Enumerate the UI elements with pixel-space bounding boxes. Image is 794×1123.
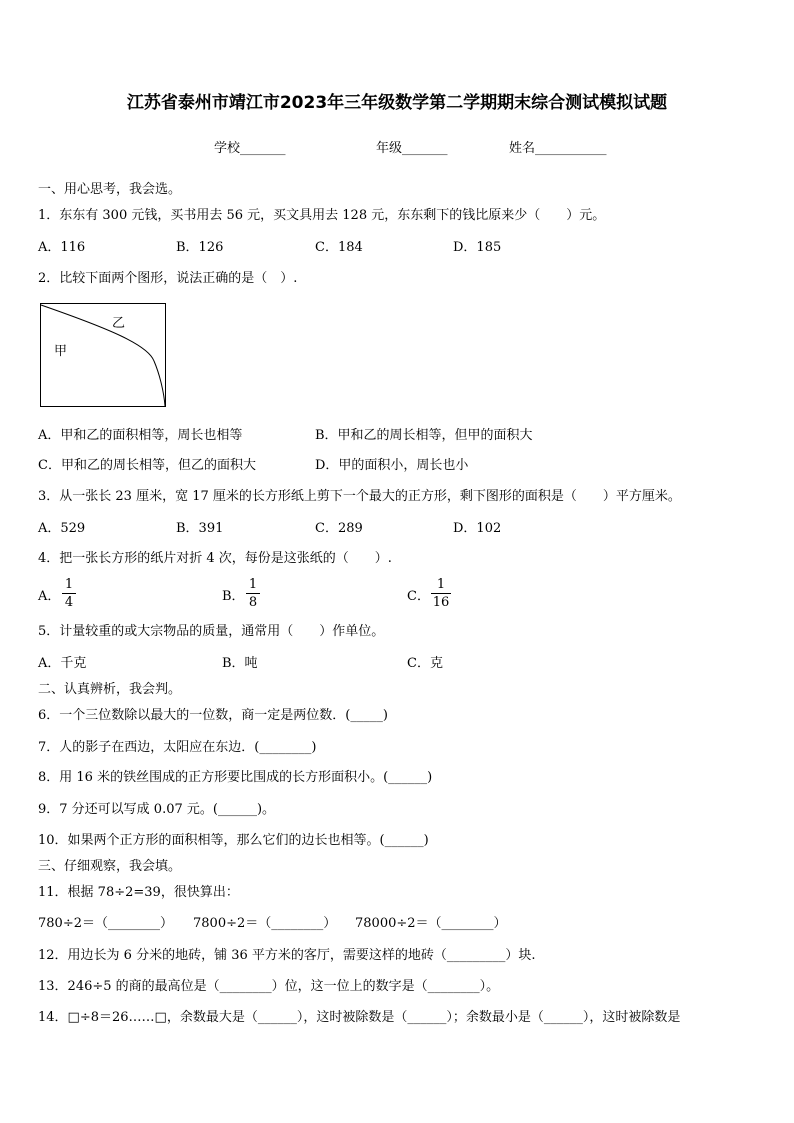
fraction-numerator: 1 bbox=[436, 577, 446, 592]
q11-part-3: 78000÷2＝（________） bbox=[355, 916, 507, 931]
section-heading-judge: 二、认真辨析，我会判。 bbox=[38, 682, 182, 697]
section-heading-fill: 三、仔细观察，我会填。 bbox=[38, 859, 182, 874]
q2-option-b[interactable]: B．甲和乙的周长相等，但甲的面积大 bbox=[315, 428, 533, 443]
q4-option-c-prefix[interactable]: C． bbox=[407, 589, 430, 604]
q11-part-1: 780÷2＝（________） bbox=[38, 916, 173, 931]
q5-option-a[interactable]: A．千克 bbox=[38, 656, 87, 671]
school-field[interactable]: 学校_______ bbox=[214, 141, 286, 156]
question-11: 11．根据 78÷2=39，很快算出： bbox=[38, 885, 239, 900]
question-8: 8．用 16 米的铁丝围成的正方形要比围成的长方形面积小。(______) bbox=[38, 770, 433, 785]
grade-field[interactable]: 年级_______ bbox=[376, 141, 448, 156]
fraction-bar bbox=[246, 593, 260, 594]
question-14: 14．□÷8＝26……□，余数最大是（______），这时被除数是（______）；余数最小是（______），这时被除数是 bbox=[38, 1010, 681, 1025]
label-yi: 乙 bbox=[112, 316, 126, 331]
q2-option-d[interactable]: D．甲的面积小，周长也小 bbox=[315, 458, 469, 473]
q3-option-b[interactable]: B．391 bbox=[176, 521, 224, 536]
q4-option-b-fraction bbox=[246, 577, 260, 610]
q5-option-b[interactable]: B．吨 bbox=[222, 656, 258, 671]
question-9: 9．7 分还可以写成 0.07 元。(______)。 bbox=[38, 802, 276, 817]
fraction-denominator: 8 bbox=[248, 595, 258, 610]
q3-option-c[interactable]: C．289 bbox=[315, 521, 363, 536]
q3-option-a[interactable]: A．529 bbox=[38, 521, 86, 536]
question-4: 4．把一张长方形的纸片对折 4 次，每份是这张纸的（ ）. bbox=[38, 551, 392, 566]
q5-option-c[interactable]: C．克 bbox=[407, 656, 443, 671]
question-2: 2．比较下面两个图形，说法正确的是（ ）. bbox=[38, 271, 298, 286]
fraction-bar bbox=[431, 593, 451, 594]
q2-option-a[interactable]: A．甲和乙的面积相等，周长也相等 bbox=[38, 428, 243, 443]
question-7: 7．人的影子在西边，太阳应在东边．(________) bbox=[38, 740, 317, 755]
q3-option-d[interactable]: D．102 bbox=[453, 521, 502, 536]
fraction-denominator: 4 bbox=[64, 595, 74, 610]
fraction-denominator: 16 bbox=[432, 595, 450, 610]
q4-option-b-prefix[interactable]: B． bbox=[222, 589, 245, 604]
q1-option-c[interactable]: C．184 bbox=[315, 240, 363, 255]
q1-option-d[interactable]: D．185 bbox=[453, 240, 502, 255]
q4-option-a-prefix[interactable]: A． bbox=[38, 589, 61, 604]
question-3: 3．从一张长 23 厘米，宽 17 厘米的长方形纸上剪下一个最大的正方形，剩下图形的面积是（ ）平方厘米。 bbox=[38, 489, 681, 504]
q2-option-c[interactable]: C．甲和乙的周长相等，但乙的面积大 bbox=[38, 458, 256, 473]
q1-option-b[interactable]: B．126 bbox=[176, 240, 224, 255]
label-jia: 甲 bbox=[54, 344, 68, 359]
fraction-numerator: 1 bbox=[248, 577, 258, 592]
question-13: 13．246÷5 的商的最高位是（________）位，这一位上的数字是（________）。 bbox=[38, 979, 500, 994]
fraction-numerator: 1 bbox=[64, 577, 74, 592]
question-1: 1．东东有 300 元钱，买书用去 56 元，买文具用去 128 元，东东剩下的钱比原来少（ ）元。 bbox=[38, 208, 606, 223]
question-10: 10．如果两个正方形的面积相等，那么它们的边长也相等。(______) bbox=[38, 833, 429, 848]
page-title: 江苏省泰州市靖江市2023年三年级数学第二学期期末综合测试模拟试题 bbox=[126, 93, 668, 113]
question-6: 6．一个三位数除以最大的一位数，商一定是两位数．(_____) bbox=[38, 708, 388, 723]
question-12: 12．用边长为 6 分米的地砖，铺 36 平方米的客厅，需要这样的地砖（_________）块. bbox=[38, 948, 536, 963]
comparison-figure bbox=[40, 303, 166, 407]
q1-option-a[interactable]: A．116 bbox=[38, 240, 86, 255]
fraction-bar bbox=[62, 593, 76, 594]
q4-option-a-fraction bbox=[62, 577, 76, 610]
name-field[interactable]: 姓名___________ bbox=[509, 141, 607, 156]
q4-option-c-fraction bbox=[431, 577, 451, 610]
q11-part-2: 7800÷2＝（________） bbox=[193, 916, 337, 931]
section-heading-choice: 一、用心思考，我会选。 bbox=[38, 182, 182, 197]
question-5: 5．计量较重的或大宗物品的质量，通常用（ ）作单位。 bbox=[38, 624, 385, 639]
